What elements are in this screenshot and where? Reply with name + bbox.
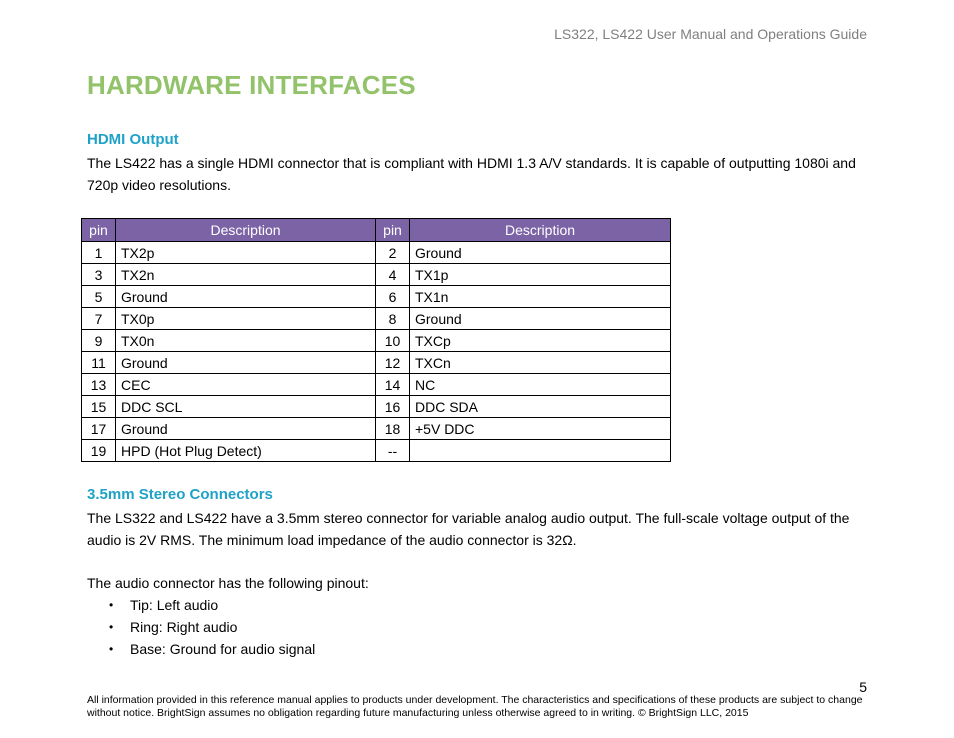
list-item bbox=[87, 616, 315, 638]
pin-number-cell: 8 bbox=[376, 308, 410, 330]
pin-description-cell bbox=[410, 440, 671, 462]
bullet-icon: • bbox=[109, 598, 114, 612]
table-row bbox=[82, 374, 671, 396]
table-header-row bbox=[82, 219, 671, 242]
pin-description-cell: DDC SDA bbox=[410, 396, 671, 418]
pin-description-cell: DDC SCL bbox=[116, 396, 376, 418]
pin-number-cell: 3 bbox=[82, 264, 116, 286]
pin-description-cell: Ground bbox=[410, 308, 671, 330]
bullet-icon: • bbox=[109, 642, 114, 656]
pin-description-cell: +5V DDC bbox=[410, 418, 671, 440]
list-item-text: Ring: Right audio bbox=[130, 619, 238, 635]
page-title: HARDWARE INTERFACES bbox=[87, 70, 416, 100]
audio-pinout-intro: The audio connector has the following pinout: bbox=[87, 575, 369, 591]
bullet-icon: • bbox=[109, 620, 114, 634]
table-row bbox=[82, 440, 671, 462]
page-number: 5 bbox=[859, 679, 867, 695]
pin-description-cell: TX0n bbox=[116, 330, 376, 352]
pin-description-cell: Ground bbox=[410, 242, 671, 264]
list-item-text: Tip: Left audio bbox=[130, 597, 219, 613]
pin-number-cell: 16 bbox=[376, 396, 410, 418]
pin-number-cell: 7 bbox=[82, 308, 116, 330]
pin-number-cell: 6 bbox=[376, 286, 410, 308]
pin-description-cell: Ground bbox=[116, 352, 376, 374]
pin-description-cell: HPD (Hot Plug Detect) bbox=[116, 440, 376, 462]
table-row bbox=[82, 396, 671, 418]
pin-description-cell: Ground bbox=[116, 286, 376, 308]
list-item bbox=[87, 638, 315, 660]
column-header-pin: pin bbox=[376, 219, 410, 242]
pin-description-cell: NC bbox=[410, 374, 671, 396]
pin-description-cell: TX0p bbox=[116, 308, 376, 330]
pin-description-cell: TX1n bbox=[410, 286, 671, 308]
pin-number-cell: 10 bbox=[376, 330, 410, 352]
table-row bbox=[82, 242, 671, 264]
pin-number-cell: 2 bbox=[376, 242, 410, 264]
table-row bbox=[82, 308, 671, 330]
pin-number-cell: 19 bbox=[82, 440, 116, 462]
audio-heading: 3.5mm Stereo Connectors bbox=[87, 486, 273, 503]
table-row bbox=[82, 330, 671, 352]
column-header-description: Description bbox=[410, 219, 671, 242]
pin-description-cell: TXCn bbox=[410, 352, 671, 374]
pin-description-cell: CEC bbox=[116, 374, 376, 396]
column-header-pin: pin bbox=[82, 219, 116, 242]
hdmi-description: The LS422 has a single HDMI connector that is compliant with HDMI 1.3 A/V standards. It is capable of outputting 1080i and 720p video resolutions. bbox=[87, 155, 856, 193]
column-header-description: Description bbox=[116, 219, 376, 242]
pin-description-cell: Ground bbox=[116, 418, 376, 440]
pin-number-cell: 1 bbox=[82, 242, 116, 264]
table-row bbox=[82, 352, 671, 374]
pin-number-cell: 9 bbox=[82, 330, 116, 352]
pin-number-cell: 13 bbox=[82, 374, 116, 396]
pin-number-cell: 5 bbox=[82, 286, 116, 308]
pin-number-cell: 14 bbox=[376, 374, 410, 396]
audio-pinout-list bbox=[87, 594, 315, 660]
table-row bbox=[82, 286, 671, 308]
hdmi-heading: HDMI Output bbox=[87, 131, 179, 148]
pin-number-cell: 12 bbox=[376, 352, 410, 374]
table-row bbox=[82, 418, 671, 440]
pin-description-cell: TX2n bbox=[116, 264, 376, 286]
pin-description-cell: TX1p bbox=[410, 264, 671, 286]
hdmi-pinout-table bbox=[81, 218, 671, 462]
list-item bbox=[87, 594, 315, 616]
pin-number-cell: -- bbox=[376, 440, 410, 462]
list-item-text: Base: Ground for audio signal bbox=[130, 641, 316, 657]
audio-description: The LS322 and LS422 have a 3.5mm stereo connector for variable analog audio output. The full-scale voltage output of the audio is 2V RMS. The minimum load impedance of the audio connector is 32Ω. bbox=[87, 510, 850, 548]
pin-description-cell: TXCp bbox=[410, 330, 671, 352]
table-row bbox=[82, 264, 671, 286]
pin-number-cell: 4 bbox=[376, 264, 410, 286]
running-header: LS322, LS422 User Manual and Operations Guide bbox=[554, 26, 867, 42]
pin-description-cell: TX2p bbox=[116, 242, 376, 264]
pin-number-cell: 18 bbox=[376, 418, 410, 440]
pin-number-cell: 15 bbox=[82, 396, 116, 418]
footer-disclaimer: All information provided in this reference manual applies to products under development. The characteristics and specifications of these products are subject to change without notice. BrightSign assumes no obligation regarding future manufacturing unless otherwise agreed to in writing. © BrightSign LLC, 2015 bbox=[87, 694, 863, 719]
pin-number-cell: 17 bbox=[82, 418, 116, 440]
pin-number-cell: 11 bbox=[82, 352, 116, 374]
